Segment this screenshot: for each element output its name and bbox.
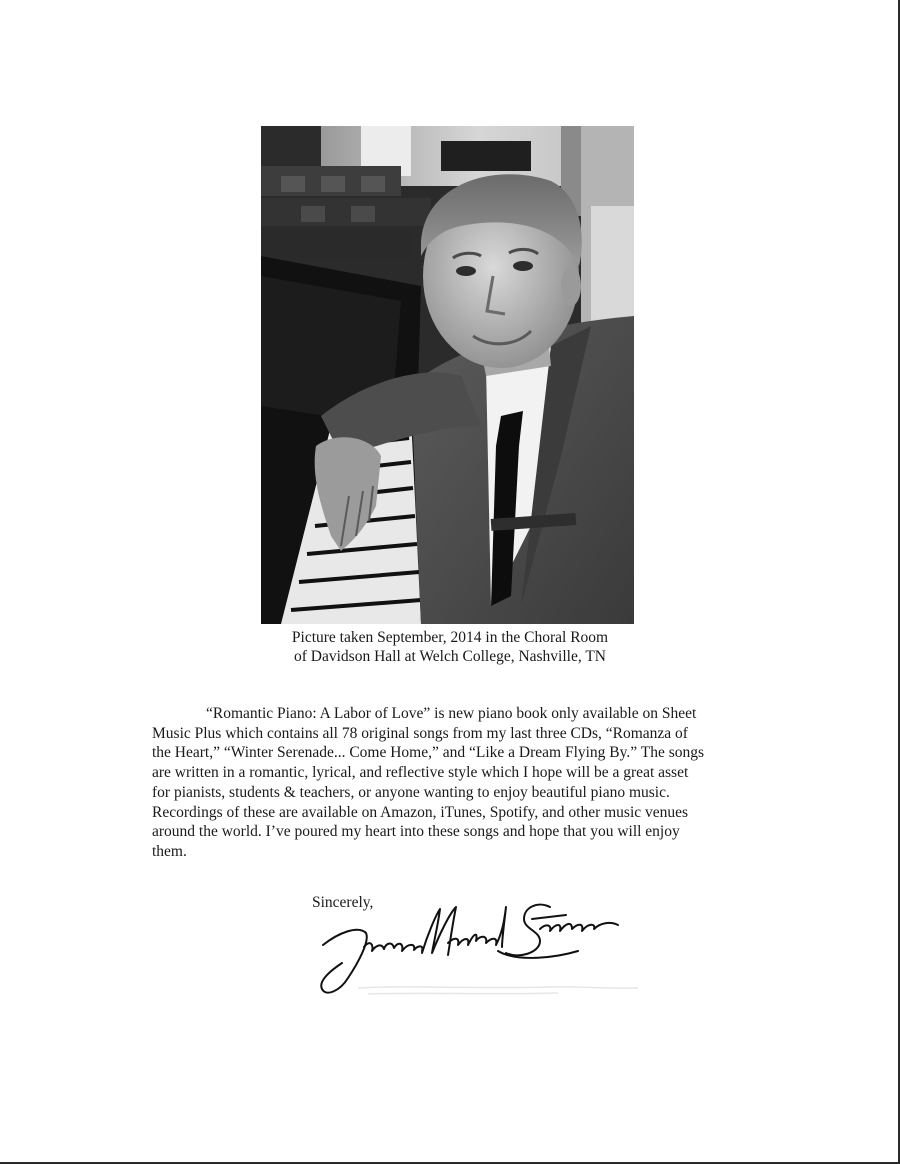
paragraph-line: Music Plus which contains all 78 original songs from my last three CDs, “Romanza of <box>152 724 688 742</box>
description-paragraph <box>152 704 772 862</box>
paragraph-line: are written in a romantic, lyrical, and reflective style which I hope will be a great asset <box>152 764 689 782</box>
photo-caption <box>150 628 750 666</box>
signature <box>318 893 648 1003</box>
caption-line-1: Picture taken September, 2014 in the Choral Room <box>291 629 609 646</box>
paragraph-line: the Heart,” “Winter Serenade... Come Home,” and “Like a Dream Flying By.” The songs <box>152 744 705 762</box>
paragraph-line: around the world. I’ve poured my heart into these songs and hope that you will enjoy <box>152 823 680 841</box>
closing-salutation: Sincerely, <box>312 894 374 911</box>
paragraph-line: Recordings of these are available on Amazon, iTunes, Spotify, and other music venues <box>152 803 689 821</box>
paragraph-line: for pianists, students & teachers, or anyone wanting to enjoy beautiful piano music. <box>152 783 670 801</box>
paragraph-line: them. <box>152 842 187 860</box>
portrait-photo-icon <box>261 126 634 624</box>
caption-line-2: of Davidson Hall at Welch College, Nashville, TN <box>294 648 606 665</box>
signature-icon <box>318 893 648 1003</box>
portrait-photo <box>261 126 634 624</box>
paragraph-line: “Romantic Piano: A Labor of Love” is new piano book only available on Sheet <box>206 705 697 722</box>
